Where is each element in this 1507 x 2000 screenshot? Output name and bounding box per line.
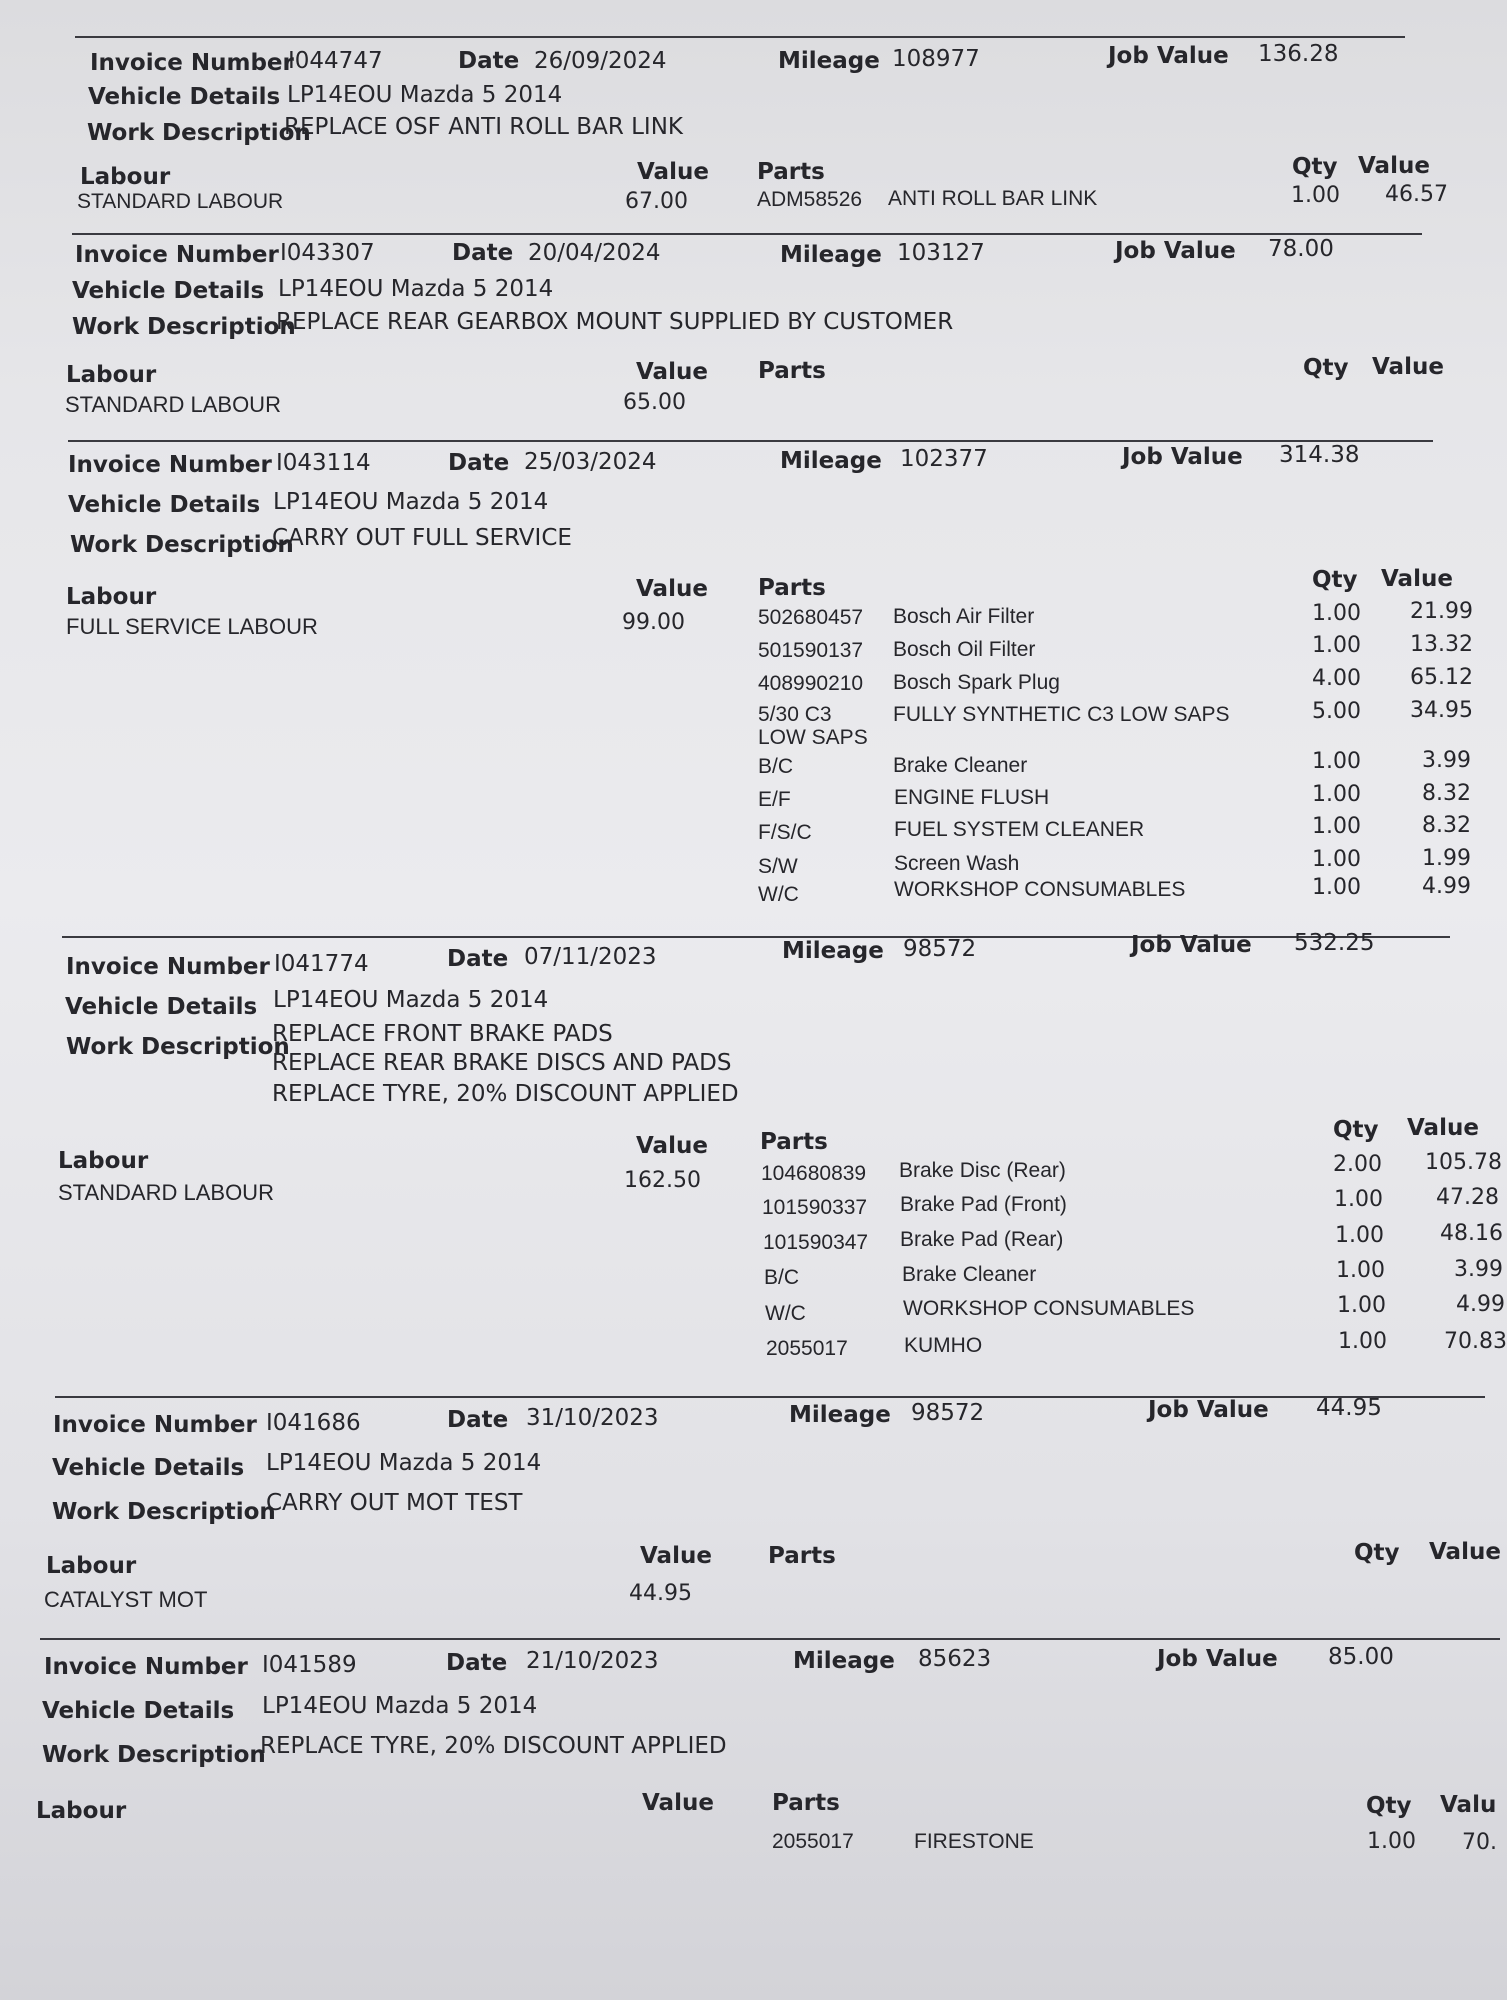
labour-description: STANDARD LABOUR	[77, 190, 284, 213]
part-description: Bosch Air Filter	[893, 605, 1035, 628]
mileage-label: Mileage	[780, 448, 882, 474]
part-description: Bosch Oil Filter	[893, 638, 1036, 661]
labour-value-label: Value	[637, 159, 709, 185]
mileage-label: Mileage	[778, 48, 880, 74]
invoice-number: I041686	[266, 1410, 361, 1436]
part-code: 501590137	[758, 639, 864, 662]
job-value: 78.00	[1268, 236, 1334, 262]
vehicle-details: LP14EOU Mazda 5 2014	[266, 1450, 542, 1476]
part-code: E/F	[758, 788, 791, 811]
vehicle-details: LP14EOU Mazda 5 2014	[273, 987, 549, 1013]
labour-label: Labour	[58, 1148, 149, 1174]
part-description: FULLY SYNTHETIC C3 LOW SAPS	[893, 703, 1230, 726]
labour-value-label: Value	[636, 1133, 708, 1159]
work-description-label: Work Description	[52, 1499, 276, 1525]
labour-label: Labour	[66, 584, 157, 610]
job-value: 314.38	[1279, 442, 1360, 468]
labour-value: 65.00	[623, 390, 686, 415]
parts-label: Parts	[758, 358, 826, 384]
vehicle-details-label: Vehicle Details	[88, 84, 281, 110]
part-code: F/S/C	[758, 821, 812, 844]
part-qty: 2.00	[1333, 1152, 1382, 1177]
qty-label: Qty	[1333, 1117, 1379, 1143]
labour-description: FULL SERVICE LABOUR	[66, 614, 318, 639]
vehicle-details-label: Vehicle Details	[65, 994, 258, 1020]
date-value: 07/11/2023	[524, 944, 657, 970]
labour-description: CATALYST MOT	[44, 1587, 208, 1612]
part-value: 70.83	[1444, 1329, 1507, 1354]
parts-label: Parts	[758, 575, 826, 601]
invoice-number: I043114	[276, 450, 371, 476]
date-value: 21/10/2023	[526, 1648, 659, 1674]
work-description: CARRY OUT FULL SERVICE	[272, 525, 572, 551]
vehicle-details-label: Vehicle Details	[68, 492, 261, 518]
part-qty: 1.00	[1338, 1329, 1387, 1354]
part-description: Brake Disc (Rear)	[899, 1159, 1066, 1182]
part-qty: 1.00	[1291, 183, 1340, 208]
qty-label: Qty	[1354, 1540, 1400, 1566]
labour-value: 99.00	[622, 610, 685, 635]
job-value-label: Job Value	[1157, 1646, 1278, 1672]
part-value: 1.99	[1422, 846, 1471, 871]
date-label: Date	[448, 450, 510, 476]
part-value-label: Value	[1372, 354, 1444, 380]
mileage-label: Mileage	[793, 1648, 895, 1674]
divider	[72, 233, 1422, 235]
work-description-label: Work Description	[42, 1742, 266, 1768]
part-description: Brake Cleaner	[902, 1263, 1037, 1286]
labour-description: STANDARD LABOUR	[65, 392, 281, 417]
part-value: 4.99	[1456, 1292, 1505, 1317]
date-label: Date	[446, 1650, 508, 1676]
part-qty: 1.00	[1367, 1829, 1416, 1854]
part-description: KUMHO	[904, 1334, 983, 1357]
qty-label: Qty	[1303, 355, 1349, 381]
work-description-label: Work Description	[70, 532, 294, 558]
part-code: B/C	[764, 1266, 800, 1289]
date-label: Date	[452, 240, 514, 266]
vehicle-details: LP14EOU Mazda 5 2014	[287, 82, 563, 108]
part-qty: 1.00	[1312, 875, 1361, 900]
part-value: 70.	[1462, 1830, 1497, 1855]
part-code: 502680457	[758, 606, 864, 629]
parts-label: Parts	[757, 159, 825, 185]
part-qty: 1.00	[1335, 1223, 1384, 1248]
job-value: 136.28	[1258, 41, 1339, 67]
vehicle-details-label: Vehicle Details	[72, 278, 265, 304]
mileage-label: Mileage	[780, 242, 882, 268]
part-code: ADM58526	[757, 188, 863, 211]
part-code: 2055017	[772, 1830, 854, 1853]
part-description: Brake Cleaner	[893, 754, 1028, 777]
part-value: 8.32	[1422, 813, 1471, 838]
labour-value: 44.95	[629, 1581, 692, 1606]
job-value-label: Job Value	[1108, 43, 1229, 69]
part-code: W/C	[765, 1302, 806, 1325]
job-value-label: Job Value	[1115, 238, 1236, 264]
qty-label: Qty	[1292, 154, 1338, 180]
part-code-continued: LOW SAPS	[758, 726, 868, 749]
job-value-label: Job Value	[1131, 932, 1252, 958]
part-value: 47.28	[1436, 1185, 1499, 1210]
part-code: W/C	[758, 883, 799, 906]
work-description: CARRY OUT MOT TEST	[266, 1490, 523, 1516]
work-description-label: Work Description	[66, 1034, 290, 1060]
divider	[40, 1638, 1500, 1640]
parts-label: Parts	[772, 1790, 840, 1816]
date-value: 25/03/2024	[524, 449, 657, 475]
mileage-value: 98572	[911, 1400, 985, 1426]
part-code: S/W	[758, 855, 798, 878]
invoice-number-label: Invoice Number	[44, 1654, 248, 1680]
part-code: 104680839	[761, 1162, 867, 1185]
invoice-number: I041774	[274, 951, 369, 977]
job-value: 85.00	[1328, 1644, 1394, 1670]
part-value-label: Value	[1407, 1115, 1479, 1141]
part-value: 21.99	[1410, 599, 1473, 624]
invoice-number-label: Invoice Number	[53, 1412, 257, 1438]
part-value: 105.78	[1425, 1150, 1502, 1175]
qty-label: Qty	[1366, 1793, 1412, 1819]
part-value: 3.99	[1454, 1257, 1503, 1282]
vehicle-details: LP14EOU Mazda 5 2014	[278, 276, 554, 302]
part-code: 408990210	[758, 672, 864, 695]
part-description: FIRESTONE	[914, 1830, 1034, 1853]
labour-value-label: Value	[636, 576, 708, 602]
labour-label: Labour	[80, 164, 171, 190]
invoice-number-label: Invoice Number	[75, 242, 279, 268]
date-value: 31/10/2023	[526, 1405, 659, 1431]
invoice-number: I041589	[262, 1652, 357, 1678]
part-code: 5/30 C3	[758, 703, 832, 726]
mileage-label: Mileage	[789, 1402, 891, 1428]
work-description: REPLACE REAR GEARBOX MOUNT SUPPLIED BY CUSTOMER	[276, 309, 954, 335]
work-description-line: REPLACE FRONT BRAKE PADS	[272, 1021, 613, 1047]
parts-label: Parts	[760, 1129, 828, 1155]
part-value: 13.32	[1410, 632, 1473, 657]
part-qty: 1.00	[1312, 749, 1361, 774]
part-description: Brake Pad (Front)	[900, 1193, 1067, 1216]
part-value: 34.95	[1410, 698, 1473, 723]
date-value: 26/09/2024	[534, 48, 667, 74]
labour-value-label: Value	[642, 1790, 714, 1816]
invoice-number-label: Invoice Number	[68, 452, 272, 478]
part-description: WORKSHOP CONSUMABLES	[903, 1297, 1195, 1320]
part-qty: 1.00	[1312, 814, 1361, 839]
part-code: 101590337	[762, 1196, 868, 1219]
labour-value-label: Value	[640, 1543, 712, 1569]
mileage-value: 102377	[900, 446, 988, 472]
job-value: 532.25	[1294, 930, 1375, 956]
mileage-label: Mileage	[782, 938, 884, 964]
part-value-label: Value	[1381, 566, 1453, 592]
part-value: 65.12	[1410, 665, 1473, 690]
work-description-line: REPLACE TYRE, 20% DISCOUNT APPLIED	[272, 1081, 739, 1107]
part-value-label: Value	[1358, 153, 1430, 179]
labour-label: Labour	[46, 1553, 137, 1579]
labour-value: 162.50	[624, 1168, 701, 1193]
part-description: WORKSHOP CONSUMABLES	[894, 878, 1186, 901]
part-description: Screen Wash	[894, 852, 1020, 875]
part-qty: 1.00	[1312, 633, 1361, 658]
invoice-number: I043307	[280, 240, 375, 266]
qty-label: Qty	[1312, 567, 1358, 593]
labour-description: STANDARD LABOUR	[58, 1180, 274, 1205]
divider	[55, 1396, 1485, 1398]
date-value: 20/04/2024	[528, 240, 661, 266]
part-value: 4.99	[1422, 874, 1471, 899]
part-qty: 1.00	[1334, 1187, 1383, 1212]
part-qty: 1.00	[1312, 782, 1361, 807]
part-code: 101590347	[763, 1231, 869, 1254]
mileage-value: 103127	[897, 240, 985, 266]
part-value: 3.99	[1422, 748, 1471, 773]
invoice-number-label: Invoice Number	[90, 50, 294, 76]
date-label: Date	[447, 946, 509, 972]
mileage-value: 108977	[892, 46, 980, 72]
mileage-value: 98572	[903, 936, 977, 962]
part-qty: 4.00	[1312, 666, 1361, 691]
work-description: REPLACE TYRE, 20% DISCOUNT APPLIED	[260, 1733, 727, 1759]
part-description: ENGINE FLUSH	[894, 786, 1050, 809]
date-label: Date	[447, 1407, 509, 1433]
part-description: Brake Pad (Rear)	[900, 1228, 1064, 1251]
work-description-label: Work Description	[72, 314, 296, 340]
mileage-value: 85623	[918, 1646, 992, 1672]
divider	[68, 440, 1433, 442]
part-description: FUEL SYSTEM CLEANER	[894, 818, 1145, 841]
part-qty: 1.00	[1312, 847, 1361, 872]
job-value: 44.95	[1316, 1395, 1382, 1421]
labour-value-label: Value	[636, 359, 708, 385]
part-value: 46.57	[1385, 182, 1448, 207]
part-qty: 5.00	[1312, 699, 1361, 724]
part-description: ANTI ROLL BAR LINK	[888, 187, 1098, 210]
part-code: 2055017	[766, 1337, 848, 1360]
invoice-number-label: Invoice Number	[66, 954, 270, 980]
job-value-label: Job Value	[1148, 1397, 1269, 1423]
part-description: Bosch Spark Plug	[893, 671, 1060, 694]
job-value-label: Job Value	[1122, 444, 1243, 470]
labour-label: Labour	[66, 362, 157, 388]
part-qty: 1.00	[1312, 601, 1361, 626]
parts-label: Parts	[768, 1543, 836, 1569]
vehicle-details: LP14EOU Mazda 5 2014	[273, 489, 549, 515]
part-value: 8.32	[1422, 781, 1471, 806]
invoice-number: I044747	[288, 48, 383, 74]
work-description: REPLACE OSF ANTI ROLL BAR LINK	[284, 114, 683, 140]
vehicle-details-label: Vehicle Details	[42, 1698, 235, 1724]
vehicle-details-label: Vehicle Details	[52, 1455, 245, 1481]
labour-label: Labour	[36, 1798, 127, 1824]
part-value-label: Value	[1429, 1539, 1501, 1565]
divider	[75, 36, 1405, 38]
part-value: 48.16	[1440, 1221, 1503, 1246]
part-value-label: Valu	[1440, 1792, 1497, 1818]
part-qty: 1.00	[1336, 1258, 1385, 1283]
date-label: Date	[458, 48, 520, 74]
labour-value: 67.00	[625, 189, 688, 214]
part-code: B/C	[758, 755, 794, 778]
part-qty: 1.00	[1337, 1293, 1386, 1318]
work-description-line: REPLACE REAR BRAKE DISCS AND PADS	[272, 1050, 732, 1076]
vehicle-details: LP14EOU Mazda 5 2014	[262, 1693, 538, 1719]
work-description-label: Work Description	[87, 120, 311, 146]
